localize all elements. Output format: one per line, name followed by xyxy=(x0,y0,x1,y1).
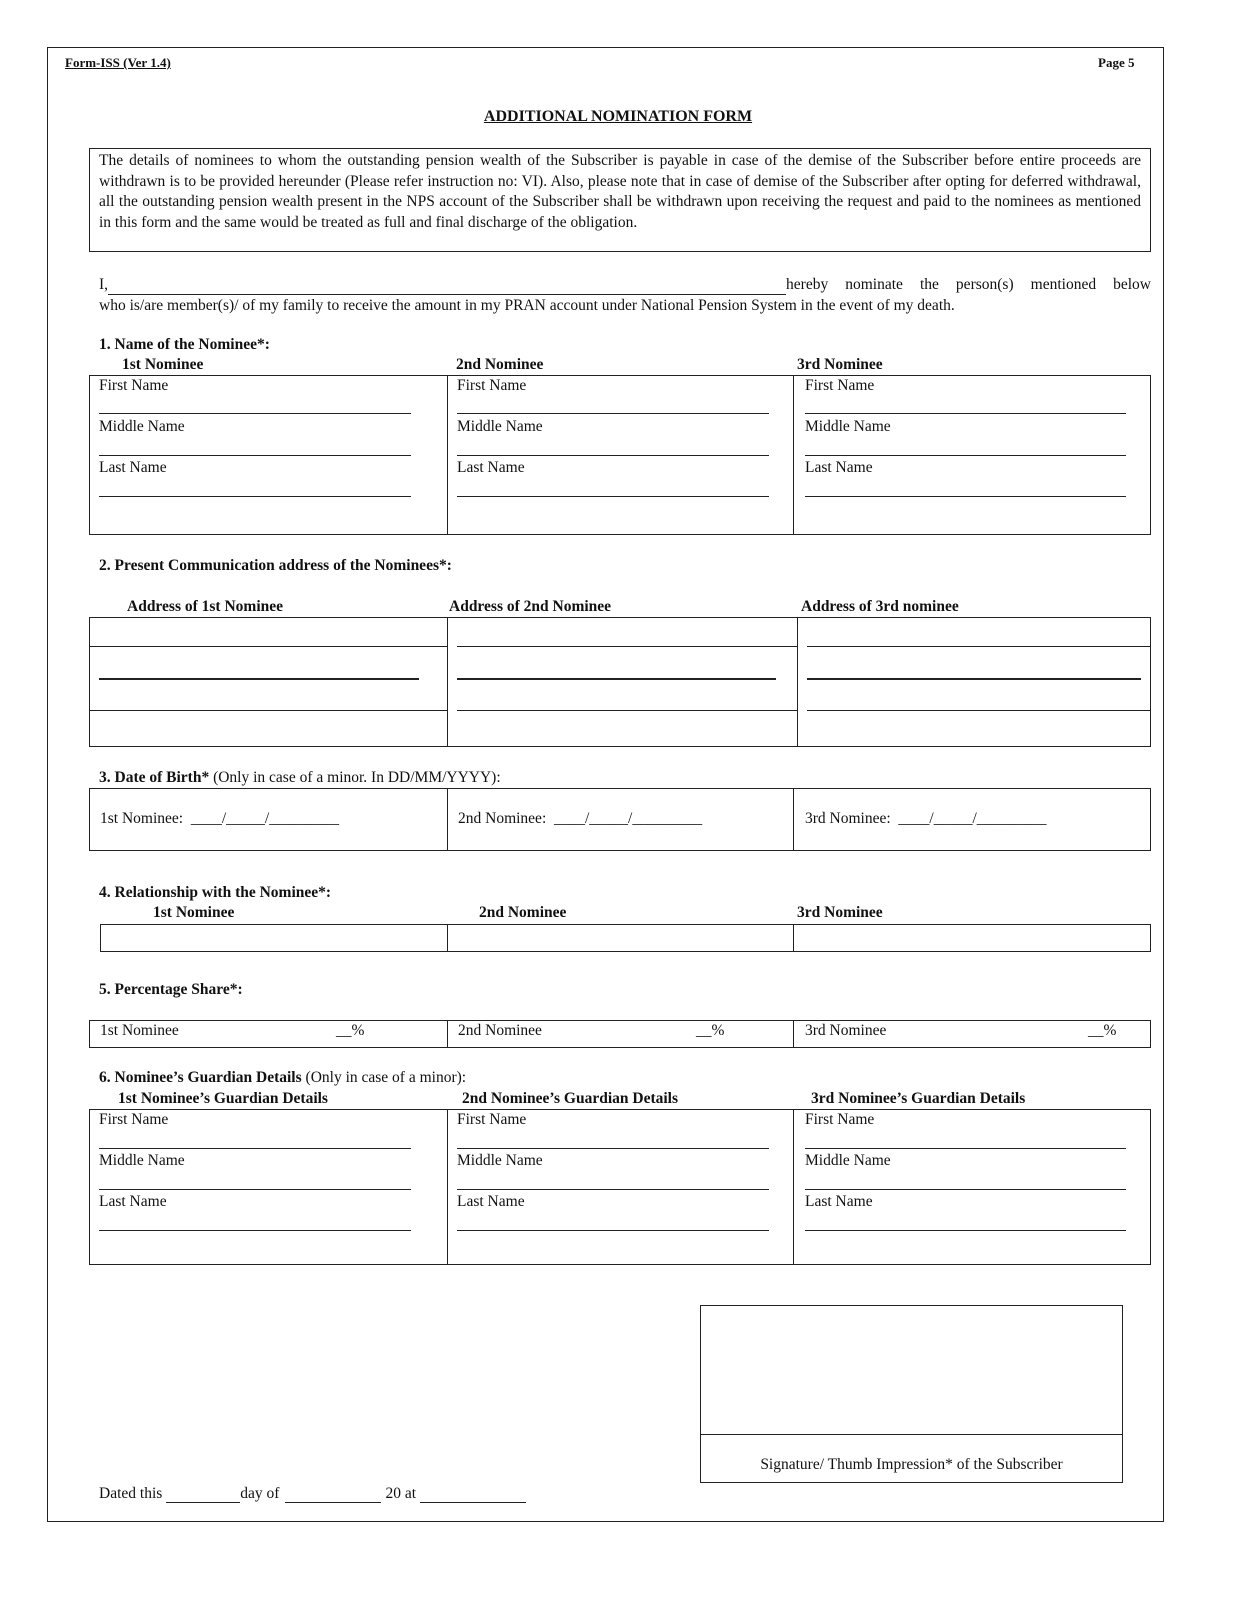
addr-col-1: Address of 1st Nominee xyxy=(127,598,283,615)
n3-last-field[interactable] xyxy=(805,496,1126,497)
guardian-table xyxy=(89,1109,1151,1265)
relationship-table xyxy=(100,924,1151,952)
g3-last-label: Last Name xyxy=(805,1193,873,1210)
addr-col-3: Address of 3rd nominee xyxy=(801,598,959,615)
guardian-note: (Only in case of a minor): xyxy=(301,1069,467,1086)
page-title: ADDITIONAL NOMINATION FORM xyxy=(483,108,753,125)
n3-last-label: Last Name xyxy=(805,459,873,476)
section-name-heading: 1. Name of the Nominee*: xyxy=(99,336,270,353)
n3-middle-field[interactable] xyxy=(805,455,1126,456)
dated-month-field[interactable] xyxy=(285,1488,381,1503)
n2-last-field[interactable] xyxy=(457,496,769,497)
g3-middle-field[interactable] xyxy=(805,1189,1126,1190)
n2-first-label: First Name xyxy=(457,377,527,394)
signature-divider xyxy=(700,1434,1123,1435)
dob-label-3: 3rd Nominee: xyxy=(805,810,891,827)
g3-middle-label: Middle Name xyxy=(805,1152,891,1169)
g3-last-field[interactable] xyxy=(805,1230,1126,1231)
section-dob-heading xyxy=(99,769,501,787)
addr3-line2[interactable] xyxy=(807,678,1141,680)
dob-heading-bold: 3. Date of Birth* xyxy=(99,769,210,786)
declaration xyxy=(99,274,1151,316)
share-field-3[interactable]: __% xyxy=(1088,1022,1117,1039)
declaration-prefix: I, xyxy=(99,276,109,293)
addr1-line3[interactable] xyxy=(89,710,447,711)
guard-col-3: 3rd Nominee’s Guardian Details xyxy=(811,1090,1026,1107)
n1-middle-field[interactable] xyxy=(99,455,411,456)
dob-cell-1 xyxy=(100,810,339,828)
g2-middle-field[interactable] xyxy=(457,1189,769,1190)
name-col-2: 2nd Nominee xyxy=(456,356,544,373)
n1-middle-label: Middle Name xyxy=(99,418,185,435)
dated-label-3: 20 at xyxy=(385,1485,417,1502)
addr1-line2[interactable] xyxy=(99,678,419,680)
section-address-heading: 2. Present Communication address of the Nominees*: xyxy=(99,557,452,574)
n1-first-field[interactable] xyxy=(99,413,411,414)
g3-first-label: First Name xyxy=(805,1111,875,1128)
n1-first-label: First Name xyxy=(99,377,169,394)
dob-cell-2 xyxy=(458,810,702,828)
g1-middle-label: Middle Name xyxy=(99,1152,185,1169)
g1-first-label: First Name xyxy=(99,1111,169,1128)
dob-label-2: 2nd Nominee: xyxy=(458,810,547,827)
address-table xyxy=(89,617,1151,747)
g2-first-field[interactable] xyxy=(457,1148,769,1149)
section-share-heading: 5. Percentage Share*: xyxy=(99,981,243,998)
n1-last-label: Last Name xyxy=(99,459,167,476)
dob-cell-3 xyxy=(805,810,1047,828)
g1-last-field[interactable] xyxy=(99,1230,411,1231)
share-label-3: 3rd Nominee xyxy=(805,1022,887,1039)
n3-first-field[interactable] xyxy=(805,413,1126,414)
share-field-2[interactable]: __% xyxy=(696,1022,725,1039)
dated-line xyxy=(99,1485,526,1503)
dated-day-field[interactable] xyxy=(166,1488,240,1503)
addr3-line1[interactable] xyxy=(807,646,1151,647)
declaration-line2: who is/are member(s)/ of my family to receive the amount in my PRAN account under National Pension System in the event of my death. xyxy=(99,297,955,314)
g2-middle-label: Middle Name xyxy=(457,1152,543,1169)
dob-field-3[interactable]: ____/_____/_________ xyxy=(898,810,1047,827)
relationship-field-2-divider xyxy=(793,924,794,952)
share-field-1[interactable]: __% xyxy=(336,1022,365,1039)
addr2-line2[interactable] xyxy=(457,678,776,680)
dob-label-1: 1st Nominee: xyxy=(100,810,184,827)
share-table xyxy=(89,1020,1151,1048)
intro-text: The details of nominees to whom the outstanding pension wealth of the Subscriber is payable in case of the demise of the Subscriber before entire proceeds are withdrawn is to be provided hereunder (Please refer instruction no: VI). Also, please note that in case of demise of the Subscriber after opting for deferred withdrawal, all the outstanding pension wealth present in the NPS account of the Subscriber shall be withdrawn upon receiving the request and paid to the nominees as mentioned in this form and the same would be treated as full and final discharge of the obligation. xyxy=(89,148,1151,252)
g1-middle-field[interactable] xyxy=(99,1189,411,1190)
addr2-line1[interactable] xyxy=(457,646,797,647)
declaration-suffix: hereby nominate the person(s) mentioned below xyxy=(786,276,1151,293)
n2-middle-field[interactable] xyxy=(457,455,769,456)
addr1-line1[interactable] xyxy=(89,646,447,647)
g2-last-label: Last Name xyxy=(457,1193,525,1210)
rel-col-2: 2nd Nominee xyxy=(479,904,567,921)
g3-first-field[interactable] xyxy=(805,1148,1126,1149)
g1-first-field[interactable] xyxy=(99,1148,411,1149)
guardian-heading-bold: 6. Nominee’s Guardian Details xyxy=(99,1069,302,1086)
addr2-line3[interactable] xyxy=(457,710,797,711)
rel-col-1: 1st Nominee xyxy=(153,904,235,921)
page-number: Page 5 xyxy=(1098,55,1135,70)
dated-label-1: Dated this xyxy=(99,1485,163,1502)
form-id: Form-ISS (Ver 1.4) xyxy=(65,55,171,70)
relationship-field-1-divider xyxy=(447,924,448,952)
addr-col-2: Address of 2nd Nominee xyxy=(449,598,612,615)
subscriber-name-field[interactable] xyxy=(108,280,786,295)
guard-col-2: 2nd Nominee’s Guardian Details xyxy=(462,1090,679,1107)
n3-first-label: First Name xyxy=(805,377,875,394)
name-col-3: 3rd Nominee xyxy=(797,356,883,373)
g1-last-label: Last Name xyxy=(99,1193,167,1210)
n3-middle-label: Middle Name xyxy=(805,418,891,435)
n1-last-field[interactable] xyxy=(99,496,411,497)
dob-field-2[interactable]: ____/_____/_________ xyxy=(554,810,703,827)
dob-note: (Only in case of a minor. In DD/MM/YYYY): xyxy=(209,769,501,786)
g2-first-label: First Name xyxy=(457,1111,527,1128)
section-guardian-heading xyxy=(99,1069,466,1087)
addr3-line3[interactable] xyxy=(807,710,1151,711)
n2-first-field[interactable] xyxy=(457,413,769,414)
n2-middle-label: Middle Name xyxy=(457,418,543,435)
g2-last-field[interactable] xyxy=(457,1230,769,1231)
signature-label: Signature/ Thumb Impression* of the Subscriber xyxy=(760,1456,1063,1473)
name-col-1: 1st Nominee xyxy=(122,356,204,373)
section-relationship-heading: 4. Relationship with the Nominee*: xyxy=(99,884,332,901)
guard-col-1: 1st Nominee’s Guardian Details xyxy=(118,1090,328,1107)
dob-field-1[interactable]: ____/_____/_________ xyxy=(190,810,339,827)
dated-place-field[interactable] xyxy=(420,1488,526,1503)
share-label-2: 2nd Nominee xyxy=(458,1022,542,1039)
n2-last-label: Last Name xyxy=(457,459,525,476)
rel-col-3: 3rd Nominee xyxy=(797,904,883,921)
dated-label-2: day of xyxy=(240,1485,280,1502)
share-label-1: 1st Nominee xyxy=(100,1022,179,1039)
